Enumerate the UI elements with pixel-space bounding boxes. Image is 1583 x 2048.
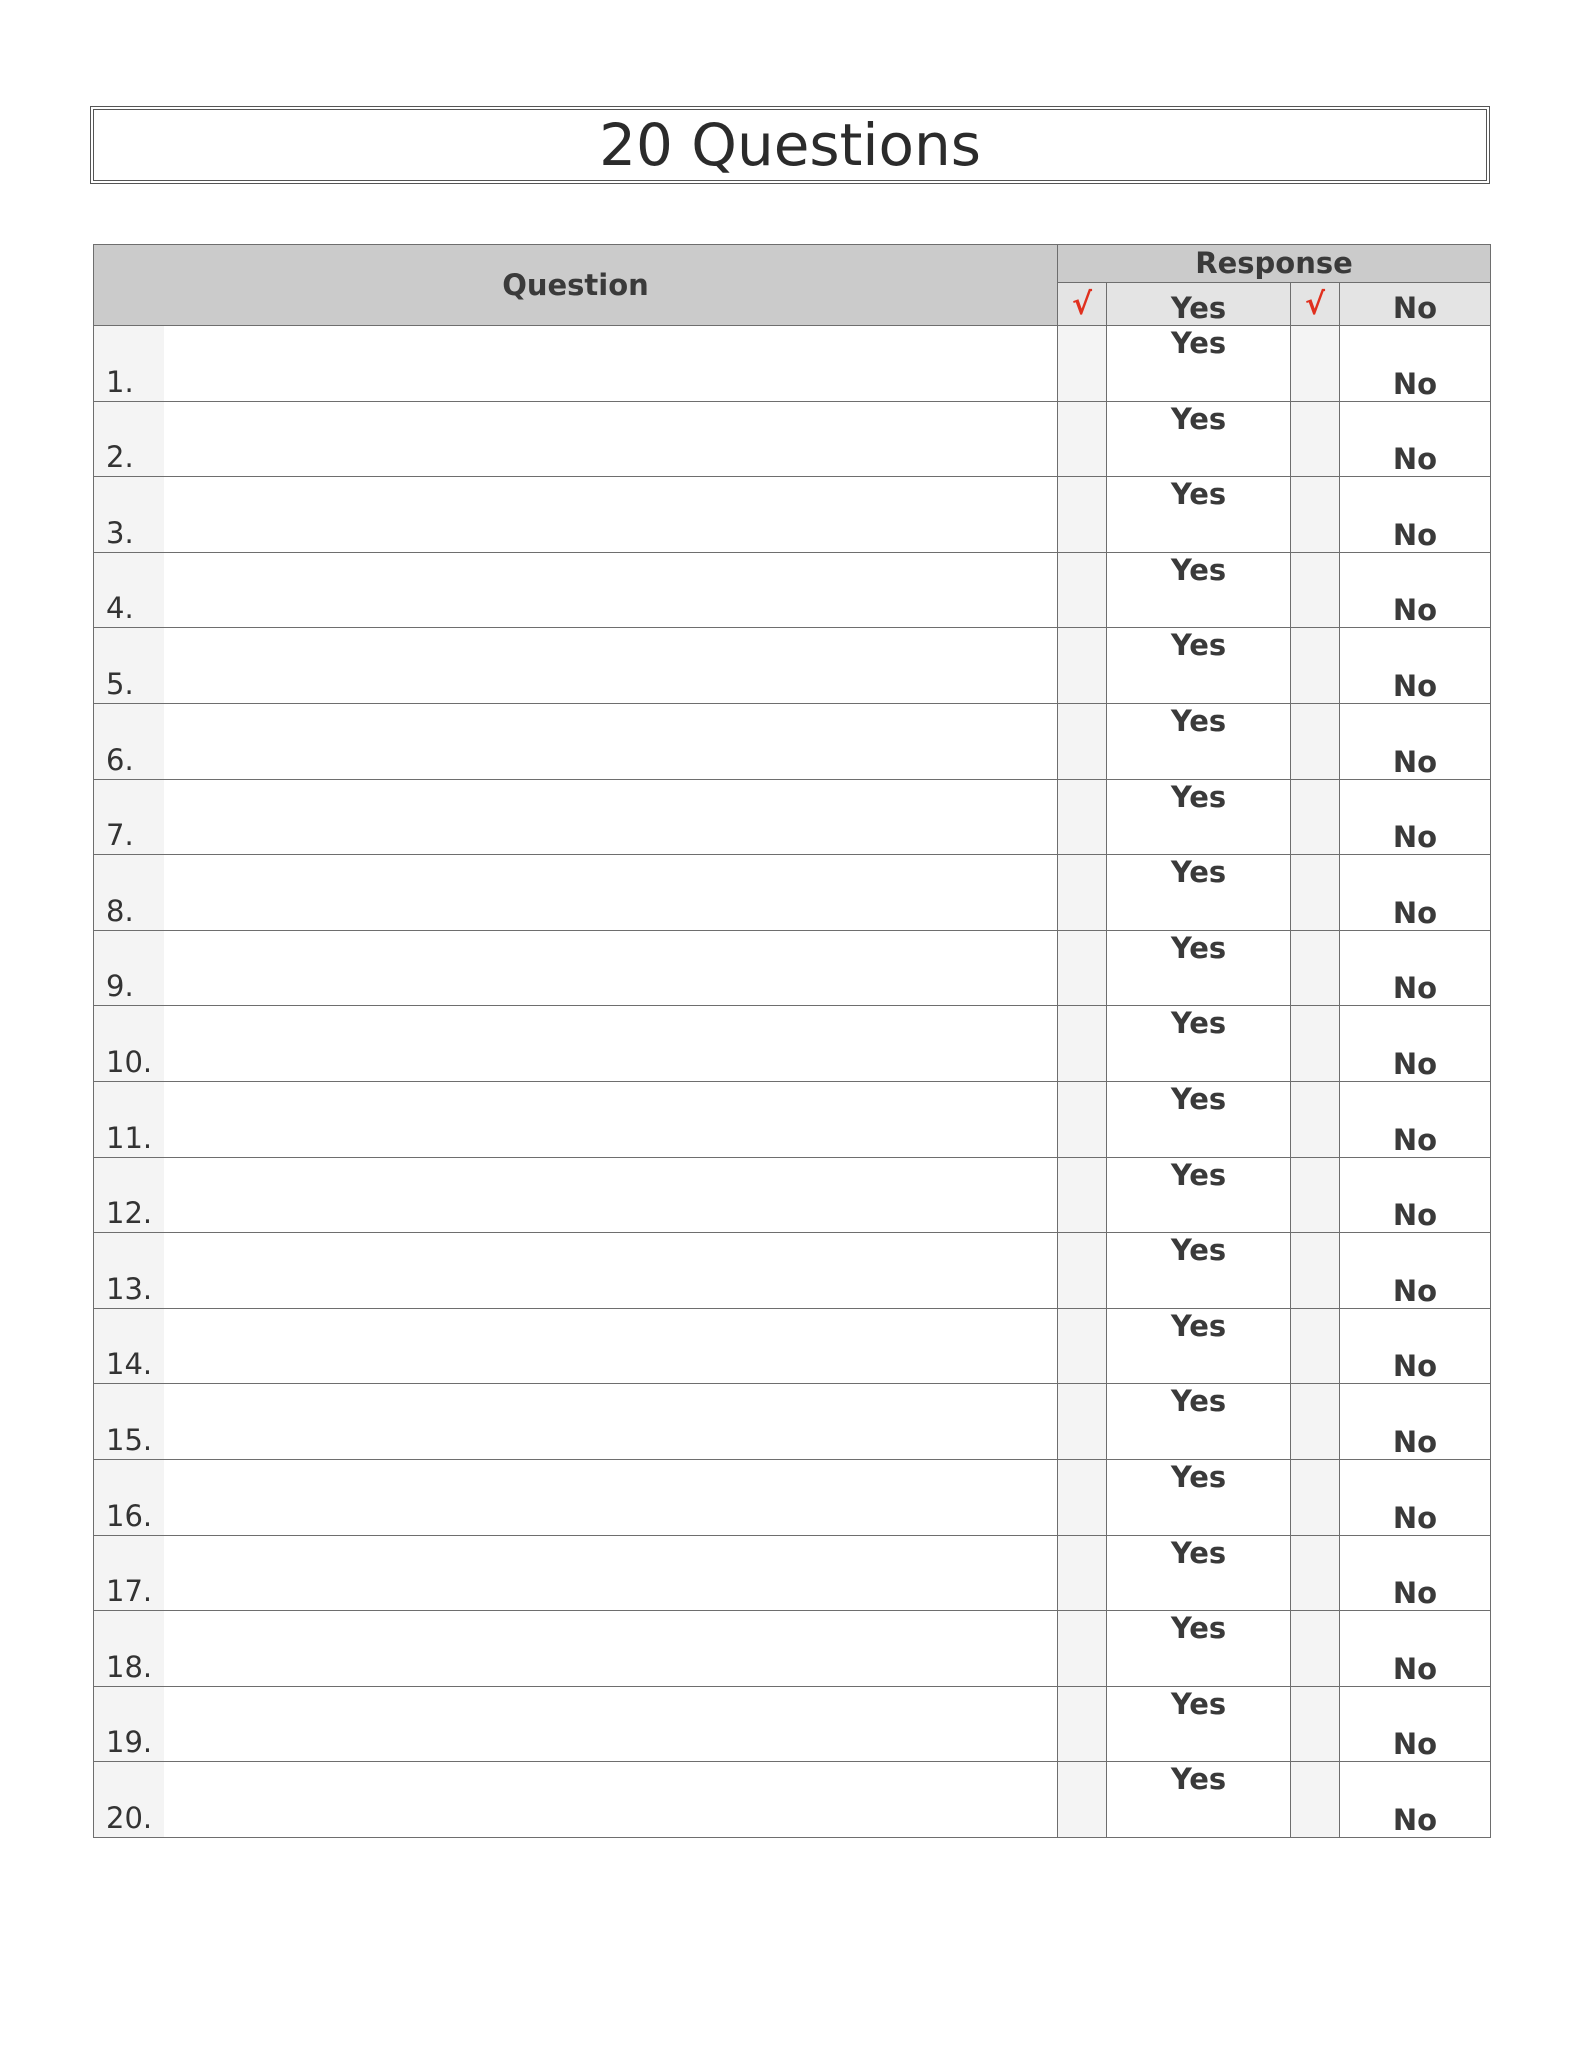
- yes-column-header: Yes: [1107, 283, 1291, 326]
- yes-checkbox[interactable]: [1058, 1535, 1107, 1611]
- table-header: [94, 245, 1491, 326]
- yes-checkbox[interactable]: [1058, 1233, 1107, 1309]
- question-cell[interactable]: [94, 401, 1058, 477]
- question-number: 9.: [106, 969, 134, 1004]
- question-cell[interactable]: [94, 1233, 1058, 1309]
- question-cell[interactable]: [94, 930, 1058, 1006]
- no-label: No: [1340, 1308, 1491, 1384]
- yes-checkbox[interactable]: [1058, 1384, 1107, 1460]
- table-row: [94, 1081, 1491, 1157]
- question-number: 14.: [106, 1347, 153, 1382]
- table-row: [94, 1157, 1491, 1233]
- yes-label: Yes: [1107, 1233, 1291, 1309]
- no-checkbox[interactable]: [1291, 1157, 1340, 1233]
- yes-checkbox[interactable]: [1058, 779, 1107, 855]
- question-number: 12.: [106, 1196, 153, 1231]
- no-checkbox[interactable]: [1291, 1611, 1340, 1687]
- no-label: No: [1340, 1762, 1491, 1838]
- no-checkbox[interactable]: [1291, 1762, 1340, 1838]
- question-cell[interactable]: [94, 1686, 1058, 1762]
- table-row: [94, 779, 1491, 855]
- no-checkbox[interactable]: [1291, 326, 1340, 402]
- yes-checkbox[interactable]: [1058, 1006, 1107, 1082]
- yes-label: Yes: [1107, 401, 1291, 477]
- question-cell[interactable]: [94, 477, 1058, 553]
- title-box: [90, 106, 1490, 184]
- question-cell[interactable]: [94, 855, 1058, 931]
- question-cell[interactable]: [94, 1308, 1058, 1384]
- question-cell[interactable]: [94, 779, 1058, 855]
- question-cell[interactable]: [94, 1611, 1058, 1687]
- question-cell[interactable]: [94, 703, 1058, 779]
- questions-table: [93, 244, 1491, 1838]
- yes-check-icon: √: [1058, 283, 1107, 326]
- yes-label: Yes: [1107, 1611, 1291, 1687]
- question-number: 18.: [106, 1649, 153, 1684]
- question-number: 6.: [106, 742, 134, 777]
- question-number: 11.: [106, 1120, 153, 1155]
- question-number: 7.: [106, 818, 134, 853]
- question-column-header: Question: [94, 245, 1058, 326]
- yes-label: Yes: [1107, 1384, 1291, 1460]
- no-label: No: [1340, 1081, 1491, 1157]
- yes-checkbox[interactable]: [1058, 1459, 1107, 1535]
- yes-checkbox[interactable]: [1058, 703, 1107, 779]
- question-number: 3.: [106, 515, 134, 550]
- no-checkbox[interactable]: [1291, 779, 1340, 855]
- no-checkbox[interactable]: [1291, 1006, 1340, 1082]
- no-checkbox[interactable]: [1291, 1535, 1340, 1611]
- no-label: No: [1340, 1006, 1491, 1082]
- question-cell[interactable]: [94, 1762, 1058, 1838]
- yes-checkbox[interactable]: [1058, 628, 1107, 704]
- yes-checkbox[interactable]: [1058, 1157, 1107, 1233]
- table-row: [94, 1308, 1491, 1384]
- question-cell[interactable]: [94, 1459, 1058, 1535]
- yes-checkbox[interactable]: [1058, 326, 1107, 402]
- yes-label: Yes: [1107, 779, 1291, 855]
- no-checkbox[interactable]: [1291, 401, 1340, 477]
- yes-label: Yes: [1107, 703, 1291, 779]
- yes-checkbox[interactable]: [1058, 401, 1107, 477]
- no-label: No: [1340, 1157, 1491, 1233]
- table-row: [94, 1611, 1491, 1687]
- no-label: No: [1340, 1384, 1491, 1460]
- no-label: No: [1340, 477, 1491, 553]
- table-row: [94, 1233, 1491, 1309]
- question-cell[interactable]: [94, 1535, 1058, 1611]
- question-number: 19.: [106, 1725, 153, 1760]
- no-label: No: [1340, 1459, 1491, 1535]
- table-row: [94, 477, 1491, 553]
- yes-label: Yes: [1107, 1535, 1291, 1611]
- yes-checkbox[interactable]: [1058, 930, 1107, 1006]
- table-row: [94, 703, 1491, 779]
- no-checkbox[interactable]: [1291, 1081, 1340, 1157]
- question-number: 20.: [106, 1800, 153, 1835]
- yes-label: Yes: [1107, 930, 1291, 1006]
- table-row: [94, 1384, 1491, 1460]
- question-number: 13.: [106, 1271, 153, 1306]
- no-label: No: [1340, 1686, 1491, 1762]
- question-number: 10.: [106, 1044, 153, 1079]
- question-cell[interactable]: [94, 326, 1058, 402]
- table-row: [94, 401, 1491, 477]
- yes-label: Yes: [1107, 855, 1291, 931]
- no-label: No: [1340, 779, 1491, 855]
- no-checkbox[interactable]: [1291, 1459, 1340, 1535]
- table-row: [94, 1006, 1491, 1082]
- table-row: [94, 1762, 1491, 1838]
- no-column-header: No: [1340, 283, 1491, 326]
- question-cell[interactable]: [94, 552, 1058, 628]
- yes-label: Yes: [1107, 628, 1291, 704]
- yes-checkbox[interactable]: [1058, 1611, 1107, 1687]
- yes-checkbox[interactable]: [1058, 1081, 1107, 1157]
- table-row: [94, 1535, 1491, 1611]
- no-label: No: [1340, 703, 1491, 779]
- page-title: 20 Questions: [599, 111, 981, 179]
- yes-checkbox[interactable]: [1058, 477, 1107, 553]
- no-checkbox[interactable]: [1291, 1233, 1340, 1309]
- response-column-header: Response: [1058, 245, 1491, 283]
- question-number: 4.: [106, 591, 134, 626]
- table-row: [94, 628, 1491, 704]
- question-cell[interactable]: [94, 1081, 1058, 1157]
- yes-checkbox[interactable]: [1058, 855, 1107, 931]
- question-number: 2.: [106, 440, 134, 475]
- yes-label: Yes: [1107, 1308, 1291, 1384]
- question-cell[interactable]: [94, 1157, 1058, 1233]
- no-checkbox[interactable]: [1291, 1384, 1340, 1460]
- no-label: No: [1340, 326, 1491, 402]
- no-label: No: [1340, 1233, 1491, 1309]
- no-check-icon: √: [1291, 283, 1340, 326]
- question-number: 17.: [106, 1574, 153, 1609]
- table-row: [94, 1686, 1491, 1762]
- question-cell[interactable]: [94, 628, 1058, 704]
- no-checkbox[interactable]: [1291, 552, 1340, 628]
- yes-label: Yes: [1107, 1686, 1291, 1762]
- question-number: 1.: [106, 364, 134, 399]
- table-body: [94, 326, 1491, 1838]
- question-cell[interactable]: [94, 1006, 1058, 1082]
- no-checkbox[interactable]: [1291, 703, 1340, 779]
- yes-label: Yes: [1107, 1081, 1291, 1157]
- no-label: No: [1340, 401, 1491, 477]
- no-label: No: [1340, 628, 1491, 704]
- yes-checkbox[interactable]: [1058, 552, 1107, 628]
- yes-label: Yes: [1107, 1459, 1291, 1535]
- question-number: 15.: [106, 1422, 153, 1457]
- no-checkbox[interactable]: [1291, 1686, 1340, 1762]
- yes-checkbox[interactable]: [1058, 1308, 1107, 1384]
- table-row: [94, 1459, 1491, 1535]
- no-checkbox[interactable]: [1291, 477, 1340, 553]
- yes-label: Yes: [1107, 552, 1291, 628]
- no-checkbox[interactable]: [1291, 628, 1340, 704]
- question-number: 16.: [106, 1498, 153, 1533]
- table-row: [94, 930, 1491, 1006]
- question-number: 8.: [106, 893, 134, 928]
- no-label: No: [1340, 1611, 1491, 1687]
- table-row: [94, 326, 1491, 402]
- no-checkbox[interactable]: [1291, 930, 1340, 1006]
- table-row: [94, 855, 1491, 931]
- yes-label: Yes: [1107, 477, 1291, 553]
- yes-checkbox[interactable]: [1058, 1762, 1107, 1838]
- yes-label: Yes: [1107, 1762, 1291, 1838]
- question-cell[interactable]: [94, 1384, 1058, 1460]
- no-label: No: [1340, 552, 1491, 628]
- table-row: [94, 552, 1491, 628]
- no-checkbox[interactable]: [1291, 855, 1340, 931]
- question-number: 5.: [106, 666, 134, 701]
- yes-label: Yes: [1107, 1006, 1291, 1082]
- yes-label: Yes: [1107, 1157, 1291, 1233]
- no-label: No: [1340, 930, 1491, 1006]
- yes-checkbox[interactable]: [1058, 1686, 1107, 1762]
- no-checkbox[interactable]: [1291, 1308, 1340, 1384]
- no-label: No: [1340, 855, 1491, 931]
- yes-label: Yes: [1107, 326, 1291, 402]
- no-label: No: [1340, 1535, 1491, 1611]
